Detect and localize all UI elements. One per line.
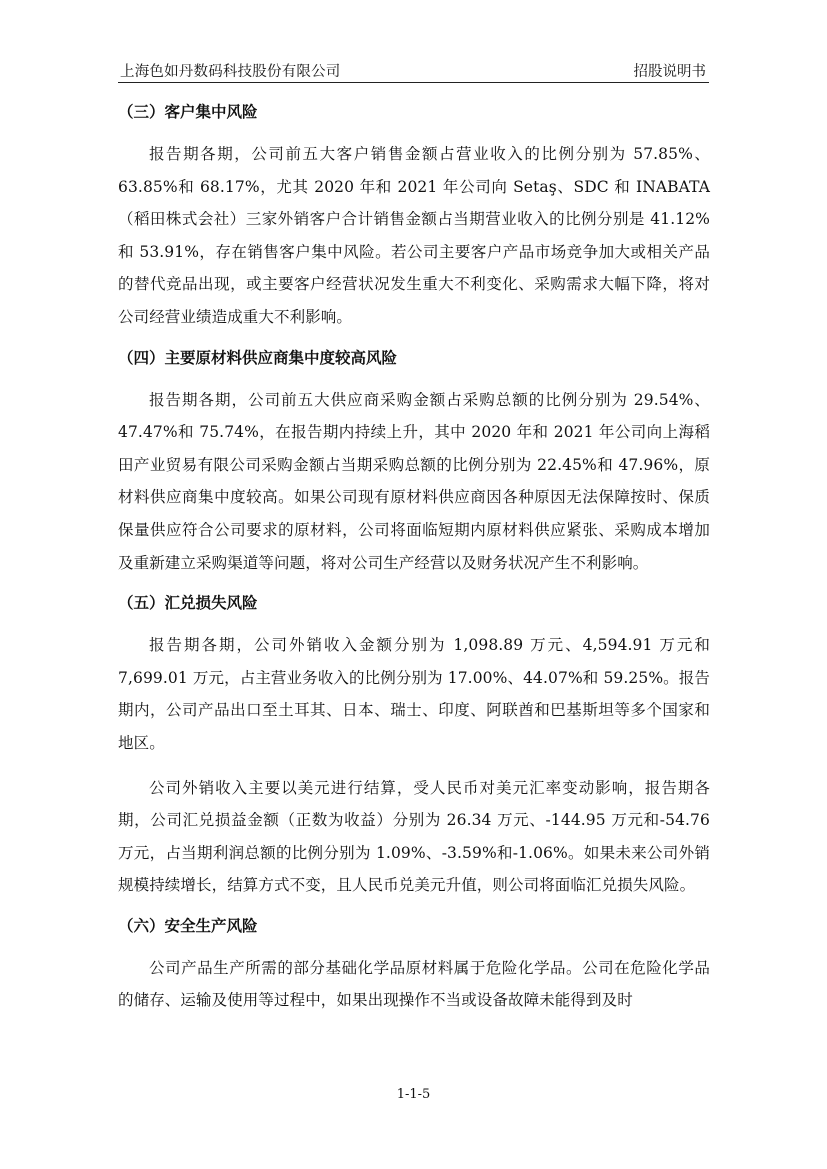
paragraph: 报告期各期，公司前五大供应商采购金额占采购总额的比例分别为 29.54%、47.47%和 75.74%，在报告期内持续上升，其中 2020 年和 2021 年公司向上海稻田产业贸易有限公司采购金额占当期采购总额的比例分别为 22.45%和 47.96%，原材料供应商集中度较高。如果公司现有原材料供应商因各种原因无法保障按时、保质保量供应符合公司要求的原材料，公司将面临短期内原材料供应紧张、采购成本增加及重新建立采购渠道等问题，将对公司生产经营以及财务状况产生不利影响。 [118, 390, 710, 572]
header-company-name: 上海色如丹数码科技股份有限公司 [120, 64, 341, 80]
header-document-type: 招股说明书 [633, 64, 706, 80]
section-heading: （四）主要原材料供应商集中度较高风险 [118, 348, 398, 367]
section-heading: （五）汇兑损失风险 [118, 594, 258, 613]
paragraph: 报告期各期，公司外销收入金额分别为 1,098.89 万元、4,594.91 万元和 7,699.01 万元，占主营业务收入的比例分别为 17.00%、44.07%和 59.25%。报告期内，公司产品出口至土耳其、日本、瑞士、印度、阿联酋和巴基斯坦等多个国家和地区。 [118, 636, 710, 752]
section-heading: （六）安全生产风险 [118, 916, 258, 935]
page-body [118, 88, 710, 1029]
paragraph: 公司产品生产所需的部分基础化学品原材料属于危险化学品。公司在危险化学品的储存、运输及使用等过程中，如果出现操作不当或设备故障未能得到及时 [118, 958, 710, 1010]
section-exchange-loss [118, 591, 710, 902]
paragraph: 报告期各期，公司前五大客户销售金额占营业收入的比例分别为 57.85%、63.85%和 68.17%，尤其 2020 年和 2021 年公司向 Setaş、SDC 和 INABATA（稻田株式会社）三家外销客户合计销售金额占当期营业收入的比例分别是 41.12%和 53.91%，存在销售客户集中风险。若公司主要客户产品市场竞争加大或相关产品的替代竞品出现，或主要客户经营状况发生重大不利变化、采购需求大幅下降，将对公司经营业绩造成重大不利影响。 [118, 145, 710, 326]
section-customer-concentration [118, 100, 710, 334]
paragraph: 公司外销收入主要以美元进行结算，受人民币对美元汇率变动影响，报告期各期，公司汇兑损益金额（正数为收益）分别为 26.34 万元、-144.95 万元和-54.76 万元，占当期利润总额的比例分别为 1.09%、-3.59%和-1.06%。如果未来公司外销规模持续增长，结算方式不变，且人民币兑美元升值，则公司将面临汇兑损失风险。 [118, 778, 710, 895]
section-supplier-concentration [118, 346, 710, 580]
section-production-safety [118, 914, 710, 1017]
header-divider [118, 82, 709, 83]
page-number: 1-1-5 [396, 1087, 431, 1102]
section-heading: （三）客户集中风险 [118, 103, 258, 121]
